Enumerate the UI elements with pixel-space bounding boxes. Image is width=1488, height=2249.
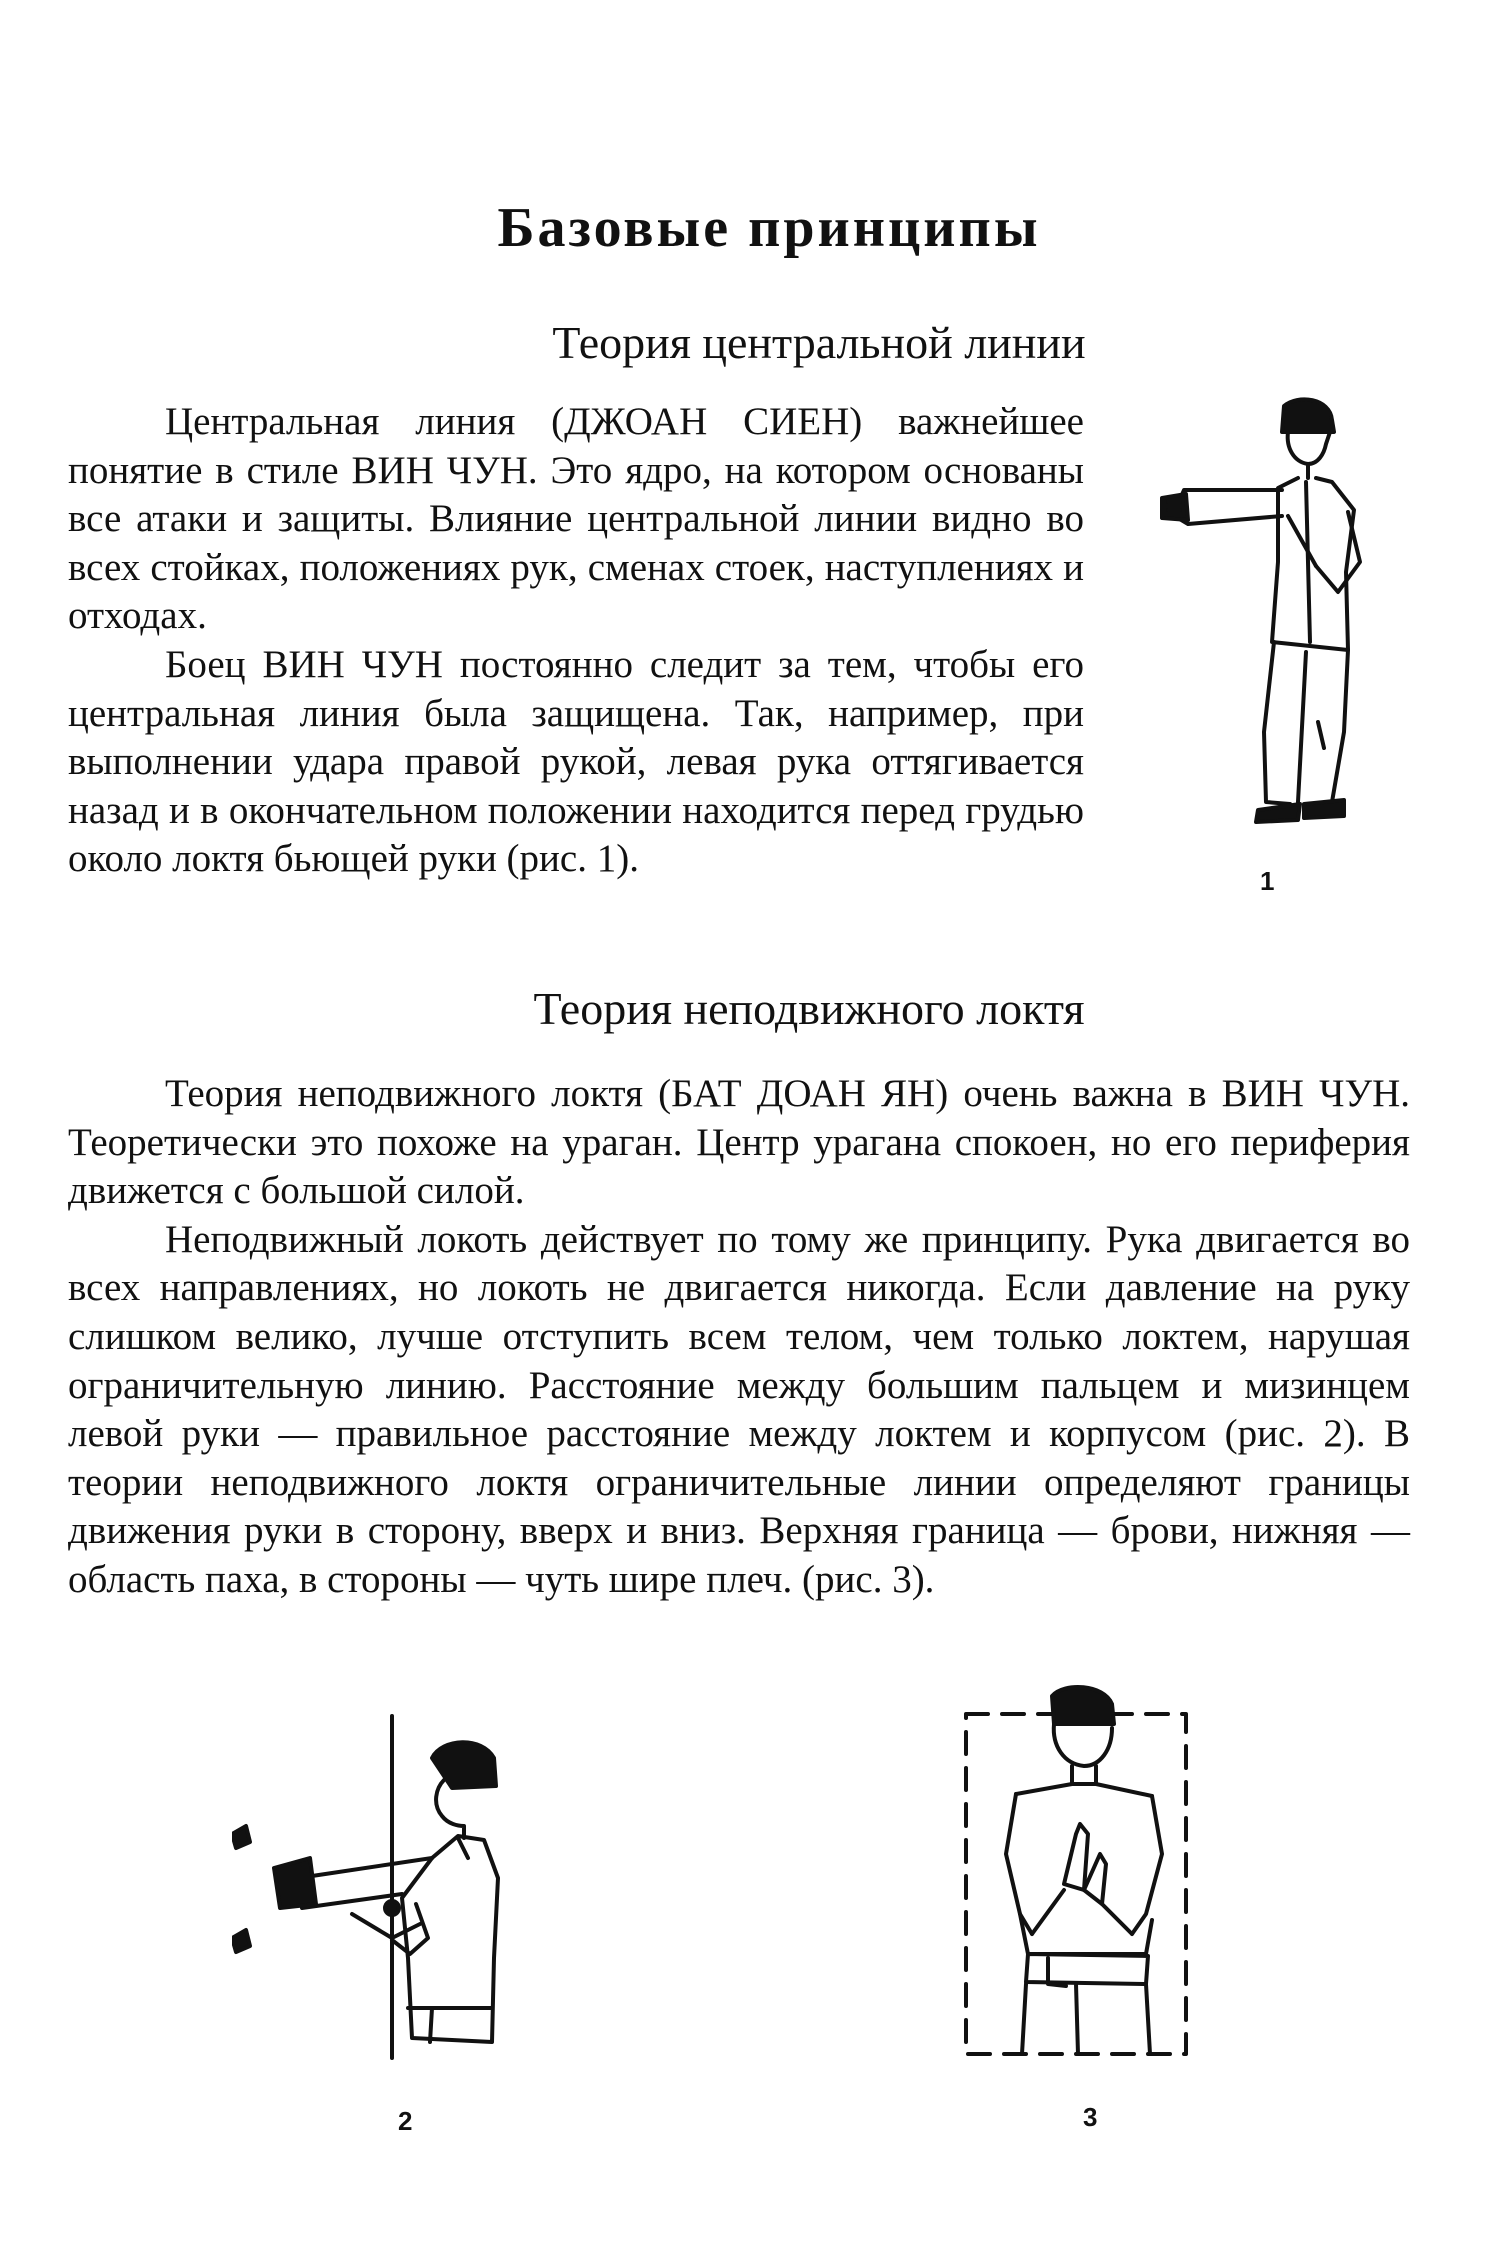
fighter-punch-stance-illustration (1148, 392, 1378, 852)
fighter-fixed-elbow-side-illustration (232, 1708, 572, 2068)
paragraph: Неподвижный локоть действует по тому же принципу. Рука двигается во всех направлениях, но локоть не двигается никогда. Если давление на руку слишком велико, лучше отступить всем телом, чем только локтем, нарушая ограничительную линию. Расстояние между большим пальцем и мизинцем левой руки — правильное расстояние между локтем и корпусом (рис. 2). В теории неподвижного локтя ограничительные линии определяют границы движения руки в сторону, вверх и вниз. Верхняя граница — брови, нижняя — область паха, в стороны — чуть шире плеч. (рис. 3). (68, 1217, 1410, 1601)
section-heading-fixed-elbow: Теория неподвижного локтя (533, 983, 1085, 1034)
figure-3-number: 3 (1083, 2102, 1098, 2132)
section-body-fixed-elbow (68, 1070, 1410, 1605)
section-body-central-line (68, 398, 1084, 884)
section-heading-central-line: Теория центральной линии (552, 317, 1086, 368)
figure-1-illustration (1148, 392, 1378, 852)
figure-2-number: 2 (398, 2106, 413, 2136)
figure-1-number: 1 (1260, 866, 1275, 896)
figure-2-illustration (232, 1708, 572, 2068)
paragraph: Боец ВИН ЧУН постоянно следит за тем, чтобы его центральная линия была защищена. Так, например, при выполнении удара правой рукой, левая рука оттягивается назад и в окончательном положении находится перед грудью около локтя бьющей руки (рис. 1). (68, 642, 1084, 881)
paragraph: Теория неподвижного локтя (БАТ ДОАН ЯН) очень важна в ВИН ЧУН. Теоретически это похоже на ураган. Центр урагана спокоен, но его периферия движется с большой силой. (68, 1072, 1410, 1213)
fighter-boundary-box-front-illustration (956, 1684, 1196, 2074)
paragraph: Центральная линия (ДЖОАН СИЕН) важнейшее понятие в стиле ВИН ЧУН. Это ядро, на котором основаны все атаки и защиты. Влияние центральной линии видно во всех стойках, положениях рук, сменах стоек, наступлениях и отходах. (68, 400, 1084, 638)
page-title: Базовые принципы (497, 197, 1041, 259)
figure-3-illustration (956, 1684, 1196, 2074)
